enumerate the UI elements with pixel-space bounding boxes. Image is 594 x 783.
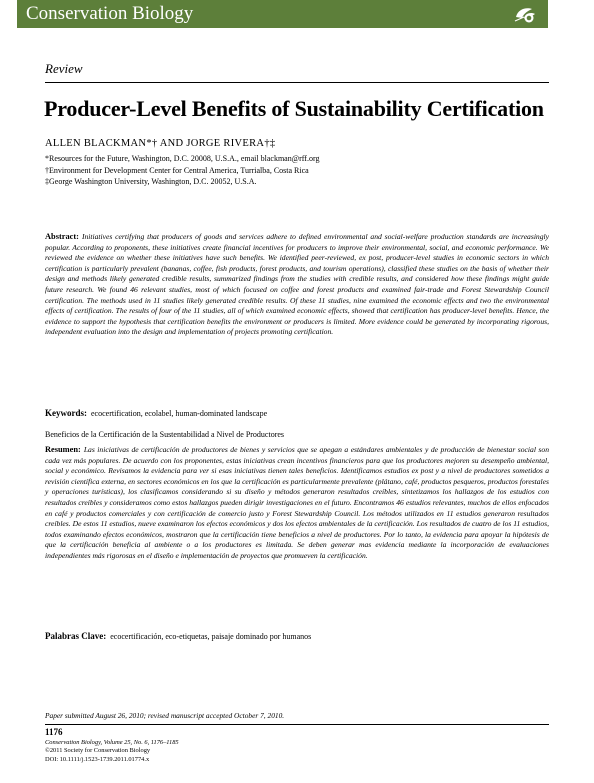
section-divider (45, 82, 549, 83)
footer-info (45, 739, 179, 764)
resumen (45, 445, 549, 562)
article-title: Producer-Level Benefits of Sustainability Certification (44, 96, 544, 121)
footer-divider (45, 724, 549, 725)
affiliations (45, 153, 319, 188)
palabras-clave (45, 631, 311, 641)
abstract-text: Initiatives certifying that producers of goods and services adhere to defined environmental and social-welfare production standards are increasingly popular. According to proponents, these initiatives create financial incentives for producers to improve their environmental, social, and economic performance. We reviewed the evidence on whether these initiatives have such benefits. We identified peer-reviewed, ex post, producer-level studies in economic sectors in which certification is particularly prevalent (bananas, coffee, fish products, forest products, and tourism operations), classified these studies on the basis of whether their design and methods likely generated credible results, summarized findings from the studies with credible results, and considered how these findings might guide future research. We found 46 relevant studies, most of which focused on coffee and forest products and examined fair-trade and Forest Stewardship Council certification. The methods used in 11 studies likely generated credible results. Of these 11 studies, nine examined the economic effects and two the environmental effects of certification. The results of four of the 11 studies, all of which examined economic effects, showed that certification has producer-level benefits. Hence, the evidence to support the hypothesis that certification benefits the environment or producers is limited. More evidence could be generated by incorporating rigorous, independent evaluation into the design and implementation of projects promoting certification. (45, 232, 549, 337)
abstract (45, 232, 549, 338)
submission-note: Paper submitted August 26, 2010; revised manuscript accepted October 7, 2010. (45, 711, 285, 720)
page-number: 1176 (45, 727, 63, 737)
doi: DOI: 10.1111/j.1523-1739.2011.01774.x (45, 755, 150, 763)
resumen-text: Las iniciativas de certificación de productores de bienes y servicios que se apegan a estándares ambientales y de producción de bienestar social son cada vez más populares. De acuerdo con los proponentes, estas iniciativas crean incentivos financieros para que los productores mejoren su desempeño ambiental, social y económico. Revisamos la evidencia para ver si esas iniciativas tienen tales beneficios. Identificamos estudios ex post y a nivel de productores sometidos a revisión científica externa, en sectores económicos en los que la certificación es particularmente prevalente (plátano, café, productos pesqueros, productos forestales y operaciones turísticas), los clasificamos considerando si su diseño y métodos generaron resultados creíbles, sintetizamos los hallazgos de los estudios con resultados creíbles y consideramos como estos hallazgos pueden dirigir investigaciones en el futuro. Encontramos 46 estudios relevantes, muchos de ellos enfocados en café y productos comerciales y con certificación de comercio justo y Forest Stewardship Council. Los métodos utilizados en 11 estudios generaron resultados creíbles. De estos 11 estudios, nueve examinaron los efectos económicos y dos los efectos ambientales de la certificación. Los resultados de cuatro de los 11 estudios, todos examinando efectos económicos, mostraron que la certificación tiene beneficios a nivel de productores. Por lo tanto, la evidencia para apoyar la hipótesis de que la certificación beneficia al ambiente o a los productores es limitada. Se deben generar mas evidencia mediante la incorporación de evaluaciones independientes más rigorosas en el diseño e implementación de proyectos que promueven la certificación. (45, 445, 549, 560)
leaf-emblem-icon (512, 3, 538, 25)
affiliation-1: *Resources for the Future, Washington, D.C. 20008, U.S.A., email blackman@rff.org (45, 154, 320, 163)
author-list: ALLEN BLACKMAN*† AND JORGE RIVERA†‡ (45, 138, 276, 149)
affiliation-3: ‡George Washington University, Washington, D.C. 20052, U.S.A. (45, 177, 257, 186)
abstract-label: Abstract: (45, 232, 79, 241)
keywords (45, 408, 267, 418)
resumen-label: Resumen: (45, 445, 81, 454)
spanish-title: Beneficios de la Certificación de la Sustentabilidad a Nivel de Productores (45, 430, 285, 439)
citation: Conservation Biology, Volume 25, No. 6, 1176–1185 (45, 739, 179, 746)
section-label: Review (45, 61, 83, 76)
copyright: ©2011 Society for Conservation Biology (45, 747, 151, 755)
keywords-text: ecocertification, ecolabel, human-dominated landscape (91, 409, 268, 418)
palabras-text: ecocertificación, eco-etiquetas, paisaje dominado por humanos (110, 632, 312, 641)
affiliation-2: †Environment for Development Center for Central America, Turrialba, Costa Rica (45, 165, 309, 175)
palabras-label: Palabras Clave: (45, 631, 107, 641)
journal-banner (17, 0, 548, 28)
keywords-label: Keywords: (45, 408, 87, 418)
journal-name: Conservation Biology (26, 3, 194, 24)
